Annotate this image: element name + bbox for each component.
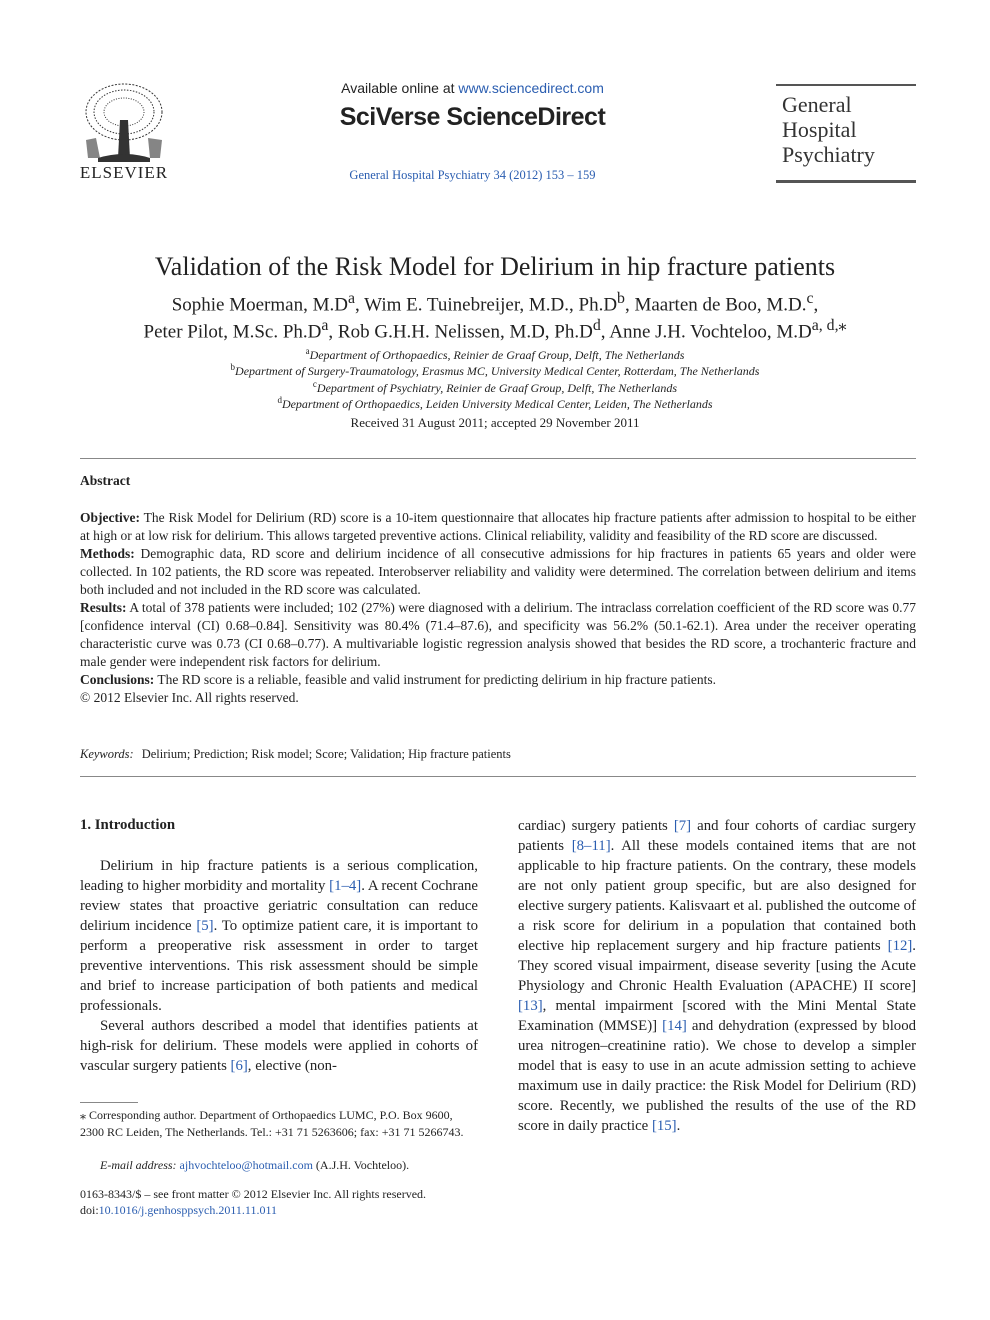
author-name: Rob G.H.H. Nelissen, M.D, Ph.D <box>337 321 593 343</box>
email-suffix: (A.J.H. Vochteloo). <box>312 1158 410 1172</box>
section-text: A total of 378 patients were included; 102 (27%) were diagnosed with a delirium. The intraclass correlation coefficient of the RD score was 0.77 [confidence interval (CI) 0.68–0.84]. Sensitivity was 80.4% (71.4–87.6), and specificity was 56.2% (50.1-62.1). Area under the receiver operating characteristic curve was 0.73 (CI 0.68–0.77). A multivariable logistic regression analysis showed that besides the RD score, a trochanteric fracture and male gender were independent risk factors for delirium. <box>80 600 916 669</box>
author-name: Maarten de Boo, M.D. <box>634 294 807 316</box>
author-name: Peter Pilot, M.Sc. Ph.D <box>143 321 322 343</box>
doi-label: doi: <box>80 1203 99 1217</box>
affiliation <box>0 362 990 379</box>
citation-link[interactable]: [12] <box>887 938 913 954</box>
journal-name-line: Psychiatry <box>782 142 875 167</box>
body-text: and four cohorts of cardiac surgery patients <box>518 818 916 854</box>
citation-link[interactable]: [7] <box>673 818 692 834</box>
abstract-results <box>80 599 916 671</box>
body-text: . A recent Cochrane review states that proactive geriatric consultation can reduce delirium incidence <box>80 878 478 934</box>
journal-name-line: General <box>782 92 852 117</box>
affiliation-text: Department of Orthopaedics, Reinier de Graaf Group, Delft, The Netherlands <box>309 348 685 362</box>
divider <box>80 776 916 777</box>
affiliation-mark: a <box>305 346 310 356</box>
received-date: Received 31 August 2011; accepted 29 November 2011 <box>350 415 640 430</box>
abstract-copyright: © 2012 Elsevier Inc. All rights reserved. <box>80 690 299 705</box>
citation-link[interactable]: [14] <box>662 1018 687 1034</box>
body-text: cardiac) surgery patients <box>518 818 674 834</box>
authors-line: Sophie Moerman, $M.D^a$, Wim E. Tuinebreijer, M.D., $Ph.D^b$, Maarten de Boo, M.D.$^c$, <box>171 290 819 316</box>
journal-name-line: Hospital <box>782 117 857 142</box>
affiliation-text: Department of Surgery-Traumatology, Erasmus MC, University Medical Center, Rotterdam, The Netherlands <box>235 364 760 378</box>
section-text: Demographic data, RD score and delirium incidence of all consecutive admissions for hip fractures in patients 65 years and older were collected. In 102 patients, the RD score was repeated. Interobserver reliability and validity were determined. The correlation between delirium and items both included and not included in the RD score was calculated. <box>80 546 916 597</box>
author-name: Wim E. Tuinebreijer, M.D., Ph.D <box>364 294 618 316</box>
author-name: Anne J.H. Vochteloo, M.D <box>609 321 812 343</box>
section-text: The Risk Model for Delirium (RD) score is a 10-item questionnaire that allocates hip fracture patients after admission to hospital to be either at high or at low risk for delirium. This allows targeted preventive actions. Clinical reliability, validity and feasibility of the RD score are discussed. <box>80 510 916 543</box>
email-label: E-mail address: <box>100 1158 177 1172</box>
keywords-label: Keywords: <box>80 747 134 761</box>
doi-link[interactable]: 10.1016/j.genhosppsych.2011.11.011 <box>98 1203 277 1217</box>
paragraph <box>80 856 478 1016</box>
email-link[interactable]: ajhvochteloo@hotmail.com <box>179 1158 313 1172</box>
body-text: . All these models contained items that are not applicable to hip fracture patients. On the contrary, these models are not only patient group specific, but are also designed for elective surgery patients. Kalisvaart et al. published the outcome of a risk score for delirium in a population that contained both elective hip replacement surgery and hip fracture patients <box>518 838 916 954</box>
article-title: Validation of the Risk Model for Delirium in hip fracture patients <box>154 252 836 281</box>
section-label: Results: <box>80 600 127 615</box>
sciencedirect-link[interactable]: www.sciencedirect.com <box>458 80 604 96</box>
author-affiliation-mark: c <box>806 290 814 307</box>
journal-citation[interactable]: General Hospital Psychiatry 34 (2012) 153 – 159 <box>349 168 596 182</box>
affiliation-mark: c <box>312 379 317 389</box>
citation-link[interactable]: [15] <box>651 1118 677 1134</box>
issn-note: 0163-8343/$ – see front matter © 2012 Elsevier Inc. All rights reserved. <box>80 1187 427 1201</box>
abstract-conclusions <box>80 671 916 689</box>
body-text: . They scored visual impairment, disease severity [using the Acute Physiology and Chronic Health Evaluation (APACHE) II score] <box>518 938 916 994</box>
authors-line: Peter Pilot, M.Sc. $Ph.D^a$, Rob G.H.H. Nelissen, M.D, $Ph.D^d$, Anne J.H. Vochteloo, $M.D^{a, d,⁎}$ <box>143 317 847 343</box>
citation-link[interactable]: [8–11] <box>571 838 611 854</box>
author-affiliation-mark: a, d,⁎ <box>811 317 847 334</box>
citation-link[interactable]: [13] <box>518 998 543 1014</box>
author-name: Sophie Moerman, M.D <box>171 294 348 316</box>
affiliation-mark: b <box>230 362 236 372</box>
body-text: , mental impairment [scored with the Mini Mental State Examination (MMSE)] <box>518 998 916 1034</box>
author-affiliation-mark: a <box>321 317 329 334</box>
keywords <box>80 747 511 762</box>
author-affiliation-mark: a <box>347 290 355 307</box>
section-text: The RD score is a reliable, feasible and valid instrument for predicting delirium in hip fracture patients. <box>154 672 716 687</box>
footnote-divider <box>80 1102 138 1103</box>
keywords-list: Delirium; Prediction; Risk model; Score; Validation; Hip fracture patients <box>141 747 511 761</box>
author-affiliation-mark: b <box>617 290 625 307</box>
section-heading: 1. Introduction <box>80 817 176 833</box>
right-column <box>518 816 916 1136</box>
body-text: . <box>676 1118 681 1134</box>
citation-link[interactable]: [1–4] <box>329 878 362 894</box>
citation-link[interactable]: [6] <box>230 1058 248 1074</box>
body-text: and dehydration (expressed by blood urea nitrogen–creatinine ratio). We chose to develop a simpler model that is easy to use in an acute admission setting to achieve maximum use in daily practice: the Risk Model for Delirium (RD) score. Recently, we published the results of the use of the RD score in daily practice <box>518 1018 917 1134</box>
abstract-heading: Abstract <box>80 473 131 488</box>
affiliation-text: Department of Orthopaedics, Leiden University Medical Center, Leiden, The Netherlands <box>281 397 713 411</box>
affiliation <box>0 379 990 396</box>
affiliation-mark: d <box>277 395 282 405</box>
affiliation-text: Department of Psychiatry, Reinier de Graaf Group, Delft, The Netherlands <box>316 381 678 395</box>
doi-note <box>80 1203 478 1218</box>
abstract-body <box>80 509 916 707</box>
affiliation <box>0 346 990 363</box>
abstract-objective <box>80 509 916 545</box>
abstract-methods <box>80 545 916 599</box>
body-text: . To optimize patient care, it is important to perform a preoperative risk assessment in order to target preventive interventions. This risk assessment should be simple and brief to increase participation of both patients and medical professionals. <box>80 918 478 1014</box>
affiliation <box>0 395 990 412</box>
body-text: Several authors described a model that identifies patients at high-risk for delirium. These models were applied in cohorts of vascular surgery patients <box>80 1018 478 1074</box>
author-affiliation-mark: d <box>592 317 601 334</box>
email-note <box>80 1158 478 1173</box>
sciverse-brand: SciVerse ScienceDirect <box>339 103 606 131</box>
body-text: , elective (non- <box>247 1058 337 1074</box>
left-column <box>80 856 478 1076</box>
section-label: Objective: <box>80 510 140 525</box>
paragraph <box>80 1016 478 1076</box>
available-prefix: Available online at <box>341 80 459 96</box>
citation-link[interactable]: [5] <box>196 918 214 934</box>
available-online <box>300 80 645 96</box>
divider <box>80 458 916 459</box>
body-text: Delirium in hip fracture patients is a serious complication, leading to higher morbidity and mortality <box>80 858 478 894</box>
section-label: Conclusions: <box>80 672 155 687</box>
corresponding-author-note: ⁎ Corresponding author. Department of Orthopaedics LUMC, P.O. Box 9600, 2300 RC Leiden, The Netherlands. Tel.: +31 71 5263606; fax: +31 71 5266743. <box>80 1108 464 1139</box>
paragraph <box>518 816 916 1136</box>
journal-title-logo <box>782 92 875 167</box>
publisher-name: ELSEVIER <box>79 163 169 182</box>
section-label: Methods: <box>80 546 135 561</box>
